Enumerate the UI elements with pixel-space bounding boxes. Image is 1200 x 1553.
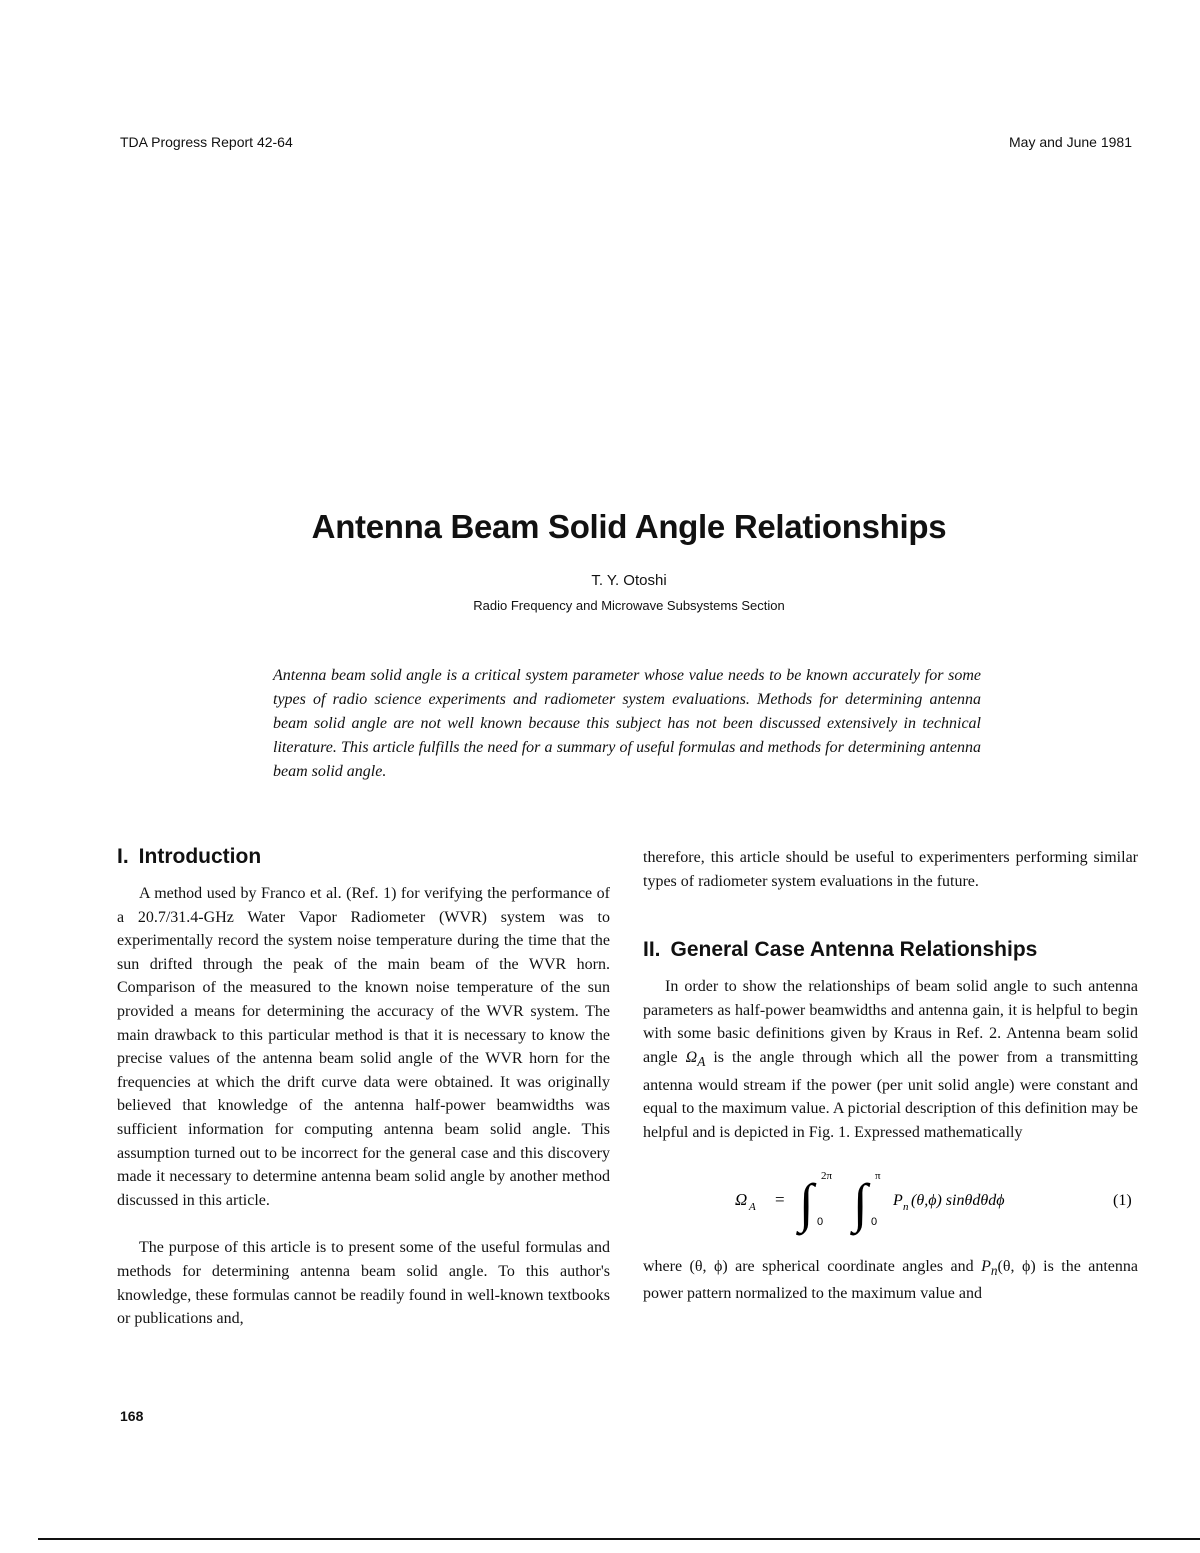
equation-equals: = bbox=[775, 1189, 785, 1209]
right-column bbox=[643, 846, 1138, 1306]
equation-number: (1) bbox=[1113, 1191, 1132, 1209]
abstract: Antenna beam solid angle is a critical system parameter whose value needs to be known accurately for some types of radio science experiments and radiometer system evaluations. Methods for determining antenna beam solid angle are not well known because this subject has not been discussed extensively in technical literature. This article fulfills the need for a summary of useful formulas and methods for determining antenna beam solid angle. bbox=[273, 667, 981, 780]
paragraph: The purpose of this article is to present some of the useful formulas and methods for determining antenna beam solid angle. To this author's knowledge, these formulas cannot be readily found in well-known textbooks or publications and, bbox=[117, 1239, 610, 1328]
equation-arguments: (θ,ϕ) sinθdθdϕ bbox=[911, 1191, 1005, 1209]
section-number: I. bbox=[117, 845, 129, 868]
paragraph bbox=[643, 975, 1138, 1144]
author-name: T. Y. Otoshi bbox=[591, 572, 667, 589]
equation-1 bbox=[643, 1163, 1138, 1241]
section-heading-introduction bbox=[117, 844, 610, 870]
equation-integrand-sub: n bbox=[903, 1200, 909, 1213]
equation-lhs-sub: A bbox=[749, 1200, 756, 1213]
integral-lower-2: 0 bbox=[871, 1215, 878, 1228]
integral-lower-1: 0 bbox=[817, 1215, 824, 1228]
section-title: General Case Antenna Relationships bbox=[670, 938, 1038, 962]
paragraph-text: is the angle through which all the power from a transmitting antenna would stream if the power (per unit solid angle) were constant and equal to the maximum value. A pictorial description of this definition may be helpful and is depicted in Fig. 1. Expressed mathematically bbox=[643, 1048, 1138, 1141]
equation-graphic bbox=[643, 1163, 1138, 1241]
page-number: 168 bbox=[120, 1408, 144, 1424]
running-header-date: May and June 1981 bbox=[1009, 134, 1132, 150]
running-header-left: TDA Progress Report 42-64 bbox=[120, 134, 293, 150]
equation-integrand: P bbox=[893, 1191, 903, 1209]
integral-sign-1: ∫ bbox=[799, 1172, 814, 1233]
section-number: II. bbox=[643, 938, 661, 962]
beam-solid-angle-symbol: $\Omega_A$ bbox=[685, 1048, 706, 1070]
section-heading-general-case bbox=[643, 937, 1138, 963]
bottom-rule bbox=[38, 1538, 1200, 1540]
paragraph: A method used by Franco et al. (Ref. 1) for verifying the performance of a 20.7/31.4-GHz Water Vapor Radiometer (WVR) system was to experimentally record the system noise temperature during the time that the sun drifted through the peak of the main beam of the WVR horn. Comparison of the measured to the known noise temperature of the sun provided a means for determining the accuracy of the WVR system. The main drawback to this particular method is that it is necessary to know the precise values of the antenna beam solid angle of the WVR horn for the frequencies at which the drift curve data were obtained. It was originally believed that knowledge of the antenna half-power beamwidths was sufficient information for computing antenna beam solid angle. This assumption turned out to be incorrect for the general case and this discovery made it necessary to determine antenna beam solid angle by another method discussed in this article. bbox=[117, 885, 610, 1209]
integral-upper-2: π bbox=[875, 1169, 881, 1182]
integral-upper-1: 2π bbox=[821, 1169, 833, 1182]
power-pattern-symbol: $P_n$ bbox=[981, 1257, 998, 1278]
equation-lhs: Ω bbox=[735, 1189, 748, 1209]
section-title: Introduction bbox=[138, 845, 262, 868]
paragraph: where (θ, ϕ) are spherical coordinate angles and $P_n(\theta$, ϕ) is the antenna power pattern normalized to the maximum value and bbox=[643, 1257, 1138, 1303]
article-title: Antenna Beam Solid Angle Relationships bbox=[311, 508, 947, 545]
paragraph-text: In order to show the relationships of beam solid angle to such antenna parameters as half-power beamwidths and antenna gain, it is helpful to begin with some basic definitions given by Kraus in Ref. 2. Antenna beam solid angle bbox=[643, 978, 1138, 1066]
integral-sign-2: ∫ bbox=[853, 1172, 868, 1233]
left-column bbox=[117, 844, 610, 1331]
paragraph-continued: therefore, this article should be useful to experimenters performing similar types of radiometer system evaluations in the future. bbox=[643, 849, 1138, 890]
author-affiliation: Radio Frequency and Microwave Subsystems Section bbox=[473, 598, 785, 613]
